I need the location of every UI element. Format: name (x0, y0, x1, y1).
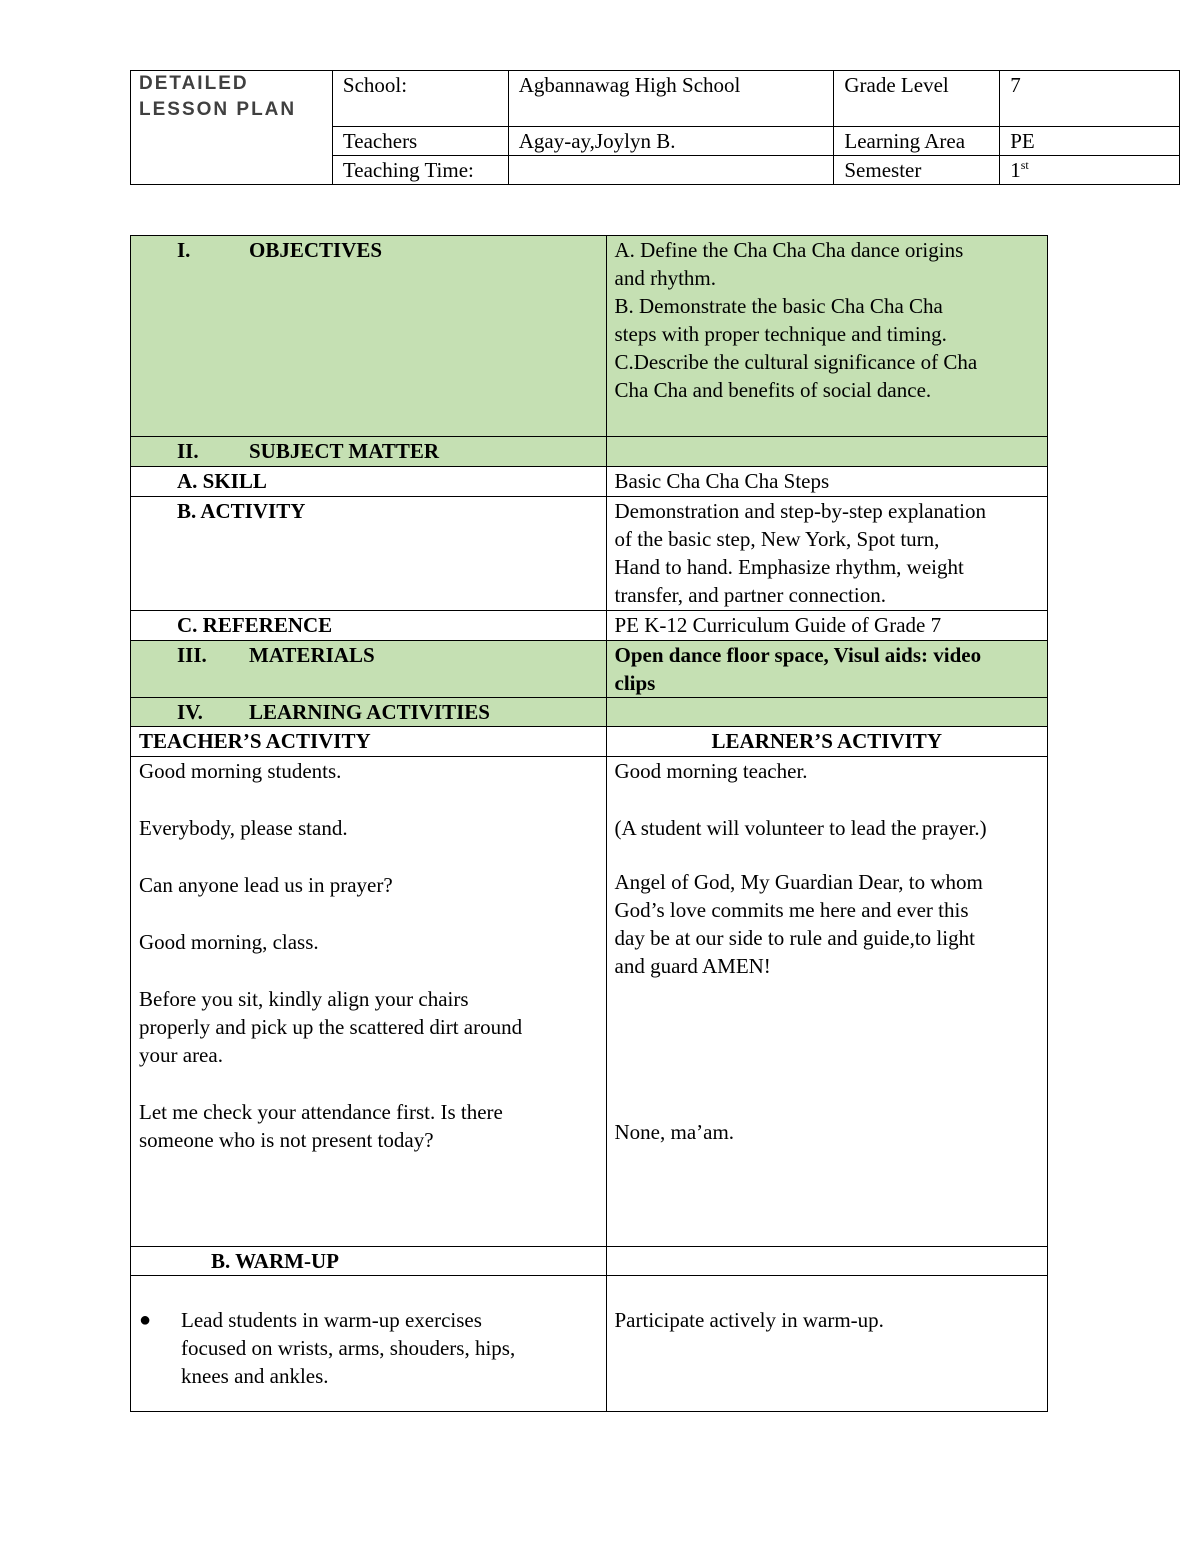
teacher-greeting: Good morning students. (139, 759, 342, 783)
grade-value: 7 (1000, 71, 1180, 127)
warmup-learner-text: Participate actively in warm-up. (614, 1308, 884, 1332)
activity-line: of the basic step, New York, Spot turn, (614, 527, 940, 551)
materials-line: Open dance floor space, Visul aids: video (614, 643, 982, 667)
document-title (131, 71, 333, 185)
learning-activities-heading (131, 698, 607, 727)
warmup-teacher-line: Lead students in warm-up exercises (181, 1308, 482, 1332)
warmup-teacher-line: focused on wrists, arms, shouders, hips, (181, 1336, 516, 1360)
activity-row (131, 497, 1048, 611)
warmup-title: B. WARM-UP (131, 1247, 607, 1276)
learner-activity-column (606, 757, 1048, 1247)
teacher-align-line: your area. (139, 1043, 223, 1067)
activity-line: transfer, and partner connection. (614, 583, 886, 607)
learning-activities-row (131, 698, 1048, 727)
time-label: Teaching Time: (332, 156, 508, 185)
objective-line: Cha Cha and benefits of social dance. (614, 378, 932, 402)
learner-prayer-line: and guard AMEN! (614, 954, 771, 978)
activity-line: Hand to hand. Emphasize rhythm, weight (614, 555, 964, 579)
learner-greeting: Good morning teacher. (614, 759, 808, 783)
learning-activities-num: IV. (177, 700, 203, 724)
warmup-heading-empty (606, 1247, 1048, 1276)
school-value: Agbannawag High School (508, 71, 834, 127)
subject-matter-empty (606, 437, 1048, 467)
objective-line: B. Demonstrate the basic Cha Cha Cha (614, 294, 943, 318)
materials-value (606, 641, 1048, 698)
title-line-2: LESSON PLAN (139, 99, 297, 120)
warmup-teacher-line: knees and ankles. (181, 1364, 329, 1388)
materials-heading (131, 641, 607, 698)
teachers-label: Teachers (332, 127, 508, 156)
objective-line: steps with proper technique and timing. (614, 322, 947, 346)
opening-activities-row (131, 757, 1048, 1247)
objectives-row (131, 236, 1048, 437)
teacher-activity-column (131, 757, 607, 1247)
semester-number: 1 (1010, 158, 1021, 182)
reference-label: C. REFERENCE (131, 611, 607, 641)
semester-label: Semester (834, 156, 1000, 185)
objectives-content (606, 236, 1048, 437)
materials-num: III. (177, 643, 207, 667)
skill-label: A. SKILL (131, 467, 607, 497)
warmup-heading-row (131, 1247, 1048, 1276)
teacher-attendance-line: someone who is not present today? (139, 1128, 434, 1152)
teacher-stand: Everybody, please stand. (139, 816, 348, 840)
learner-activity-header: LEARNER’S ACTIVITY (606, 727, 1048, 757)
subject-matter-title: SUBJECT MATTER (249, 439, 440, 463)
semester-value (1000, 156, 1180, 185)
objective-line: C.Describe the cultural significance of Cha (614, 350, 978, 374)
header-table (130, 70, 1180, 185)
area-value: PE (1000, 127, 1180, 156)
time-value (508, 156, 834, 185)
warmup-teacher (131, 1276, 607, 1412)
area-label: Learning Area (834, 127, 1000, 156)
materials-line: clips (614, 671, 656, 695)
objectives-heading (131, 236, 607, 437)
materials-row (131, 641, 1048, 698)
learner-prayer-line: Angel of God, My Guardian Dear, to whom (614, 870, 983, 894)
title-line-1: DETAILED (139, 73, 249, 94)
teacher-class-greet: Good morning, class. (139, 930, 319, 954)
semester-suffix: st (1020, 158, 1029, 172)
activity-headers-row (131, 727, 1048, 757)
warmup-row (131, 1276, 1048, 1412)
lesson-table (130, 235, 1048, 1412)
teachers-value: Agay-ay,Joylyn B. (508, 127, 834, 156)
objectives-num: I. (177, 238, 191, 262)
objectives-title: OBJECTIVES (249, 238, 383, 262)
warmup-bullet-item (139, 1306, 598, 1390)
school-label: School: (332, 71, 508, 127)
teacher-activity-header: TEACHER’S ACTIVITY (131, 727, 607, 757)
learner-prayer-line: God’s love commits me here and ever this (614, 898, 969, 922)
learner-volunteer: (A student will volunteer to lead the prayer.) (614, 816, 987, 840)
activity-line: Demonstration and step-by-step explanation (614, 499, 986, 523)
bullet-icon: ● (139, 1309, 152, 1331)
activity-label: B. ACTIVITY (131, 497, 607, 611)
learner-prayer-line: day be at our side to rule and guide,to light (614, 926, 975, 950)
teacher-prayer-ask: Can anyone lead us in prayer? (139, 873, 393, 897)
reference-row (131, 611, 1048, 641)
skill-row (131, 467, 1048, 497)
teacher-attendance-line: Let me check your attendance first. Is there (139, 1100, 503, 1124)
objective-line: A. Define the Cha Cha Cha dance origins (614, 238, 964, 262)
materials-title: MATERIALS (249, 643, 375, 667)
subject-matter-row (131, 437, 1048, 467)
learner-attendance-reply: None, ma’am. (614, 1120, 735, 1144)
skill-value: Basic Cha Cha Cha Steps (606, 467, 1048, 497)
activity-value (606, 497, 1048, 611)
learning-activities-title: LEARNING ACTIVITIES (249, 700, 490, 724)
teacher-align-line: properly and pick up the scattered dirt around (139, 1015, 523, 1039)
warmup-learner (606, 1276, 1048, 1412)
learning-activities-empty (606, 698, 1048, 727)
subject-matter-heading (131, 437, 607, 467)
teacher-align-line: Before you sit, kindly align your chairs (139, 987, 469, 1011)
reference-value: PE K-12 Curriculum Guide of Grade 7 (606, 611, 1048, 641)
objective-line: and rhythm. (614, 266, 716, 290)
subject-matter-num: II. (177, 439, 199, 463)
grade-label: Grade Level (834, 71, 1000, 127)
